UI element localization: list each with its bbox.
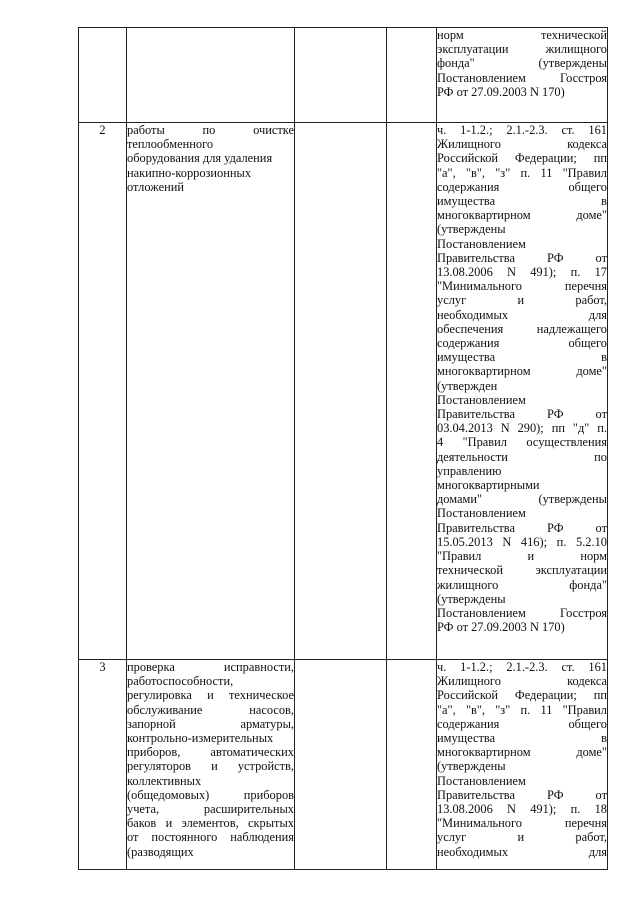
empty-cell [295,28,387,123]
work-text-line: работоспособности, [127,674,234,689]
basis-text-line: "Минимального перечня [437,279,607,294]
basis-text-line: Постановлением [437,392,526,407]
work-description-text [127,660,294,859]
work-text-line: запорной арматуры, [127,716,294,731]
work-text-line: теплообменного [127,137,214,152]
empty-cell [387,28,437,123]
legal-basis-cell [437,123,608,660]
basis-text-line: Российской Федерации; пп [437,688,607,703]
legal-basis-cell [437,660,608,870]
work-description-text [127,123,294,194]
row-number-cell [79,123,127,660]
empty-cell [295,660,387,870]
basis-text-line: 15.05.2013 N 416); п. 5.2.10 [437,534,607,549]
basis-text-line: Постановлением [437,236,526,251]
basis-text-line: услуг и работ, [437,293,607,308]
work-text-line: контрольно-измерительных [127,731,274,746]
basis-text-line: эксплуатации жилищного [437,42,607,57]
work-text-line: учета, расширительных [127,802,294,817]
basis-text-line: "а", "в", "з" п. 11 "Правил [437,165,607,180]
basis-text-line: обеспечения надлежащего [437,321,607,336]
basis-text-line: домами" (утверждены [437,492,607,507]
basis-text-line: имущества в [437,731,607,746]
basis-text-line: (утвержден [437,378,498,393]
row-number-cell [79,660,127,870]
work-description-cell [127,123,295,660]
table-row [79,28,608,123]
basis-text-line: 4 "Правил осуществления [437,435,607,450]
basis-text-line: ч. 1-1.2.; 2.1.-2.3. ст. 161 [437,660,607,674]
work-text-line: оборудования для удаления [127,151,273,166]
basis-text-line: ч. 1-1.2.; 2.1.-2.3. ст. 161 [437,123,607,137]
row-number: 3 [99,660,106,674]
basis-text-line: "а", "в", "з" п. 11 "Правил [437,702,607,717]
basis-text-line: Российской Федерации; пп [437,151,607,166]
basis-text-line: (утверждены [437,222,506,237]
row-number-cell [79,28,127,123]
basis-text-line: 13.08.2006 N 491); п. 17 [437,265,607,280]
work-text-line: (общедомовых) приборов [127,787,294,802]
basis-text-line: Постановлением [437,506,526,521]
basis-text-line: многоквартирном доме" [437,745,607,760]
basis-text-line: содержания общего [437,336,607,351]
basis-text-line: имущества в [437,194,607,209]
work-text-line: отложений [127,179,184,194]
basis-text-line: имущества в [437,350,607,365]
work-text-line: приборов, автоматических [127,745,294,760]
basis-text-line: Постановлением [437,773,526,788]
basis-text-line: Правительства РФ от [437,407,607,422]
empty-cell [387,660,437,870]
basis-text-line: (утверждены [437,759,506,774]
basis-text-line: управлению [437,463,502,478]
basis-text-line: многоквартирном доме" [437,208,607,223]
basis-text-line: "Минимального перечня [437,816,607,831]
basis-text-line: Правительства РФ от [437,250,607,265]
basis-text-line: Жилищного кодекса [437,674,607,689]
basis-text-line: Правительства РФ от [437,787,607,802]
work-text-line: баков и элементов, скрытых [127,816,294,831]
basis-text-line: Жилищного кодекса [437,137,607,152]
basis-text-line: норм технической [437,28,607,42]
basis-text-line: 13.08.2006 N 491); п. 18 [437,802,607,817]
basis-text-line: Постановлением Госстроя [437,605,607,620]
works-table-body [79,28,608,870]
basis-text-line: многоквартирными [437,478,540,493]
basis-text-line: жилищного фонда" [437,577,607,592]
work-text-line: работы по очистке [127,123,294,137]
work-text-line: от постоянного наблюдения [127,830,294,845]
work-description-cell [127,660,295,870]
basis-text-line: содержания общего [437,716,607,731]
basis-text-line: многоквартирном доме" [437,364,607,379]
basis-text-line: Правительства РФ от [437,520,607,535]
basis-text-line: РФ от 27.09.2003 N 170) [437,620,565,635]
basis-text-line: РФ от 27.09.2003 N 170) [437,84,565,99]
work-text-line: обслуживание насосов, [127,702,294,717]
basis-text-line: технической эксплуатации [437,563,607,578]
work-text-line: (разводящих [127,844,194,859]
work-text-line: регуляторов и устройств, [127,759,294,774]
basis-text-line: "Правил и норм [437,549,607,564]
basis-text-line: необходимых для [437,307,607,322]
basis-text-line: содержания общего [437,179,607,194]
basis-text-line: деятельности по [437,449,607,464]
work-text-line: регулировка и техническое [127,688,294,703]
table-row [79,123,608,660]
empty-cell [387,123,437,660]
legal-basis-cell [437,28,608,123]
legal-basis-text [437,660,607,859]
legal-basis-text [437,28,607,99]
empty-cell [295,123,387,660]
works-table [78,27,608,870]
work-text-line: коллективных [127,773,202,788]
basis-text-line: (утверждены [437,591,506,606]
table-row [79,660,608,870]
basis-text-line: Постановлением Госстроя [437,70,607,85]
basis-text-line: фонда" (утверждены [437,56,607,71]
work-text-line: проверка исправности, [127,660,294,674]
legal-basis-text [437,123,607,634]
basis-text-line: услуг и работ, [437,830,607,845]
basis-text-line: необходимых для [437,844,607,859]
work-text-line: накипно-коррозионных [127,165,252,180]
basis-text-line: 03.04.2013 N 290); пп "д" п. [437,421,607,436]
row-number: 2 [99,123,106,137]
work-description-cell [127,28,295,123]
